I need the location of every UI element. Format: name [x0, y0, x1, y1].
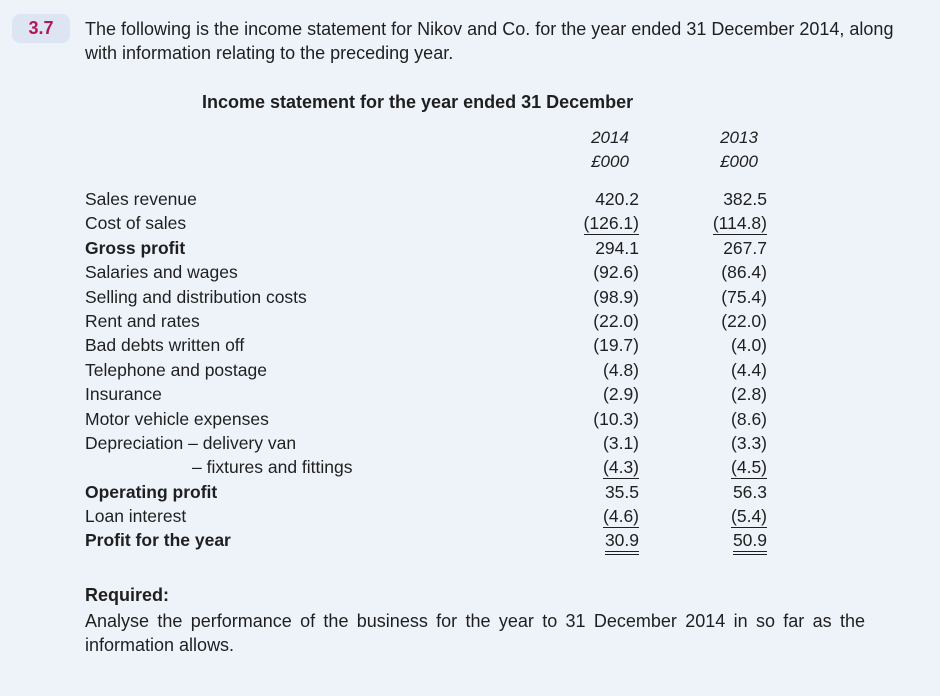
value-2013: (3.3): [731, 432, 767, 453]
required-text: Analyse the performance of the business for the year to 31 December 2014 in so far as the information allows.: [85, 611, 865, 655]
row-label: Operating profit: [85, 481, 218, 502]
value-2013: 267.7: [723, 237, 767, 258]
row-label: – fixtures and fittings: [192, 457, 353, 478]
required-heading: Required:: [85, 585, 170, 605]
row-profit-for-year: [85, 529, 805, 553]
value-2014: (92.6): [593, 262, 639, 283]
value-2013: (4.5): [731, 457, 767, 478]
value-2013: 382.5: [723, 189, 767, 209]
row-motor-vehicle: [85, 408, 805, 432]
statement-title: Income statement for the year ended 31 December: [202, 92, 634, 112]
value-2014: (10.3): [593, 408, 639, 429]
row-label: Cost of sales: [85, 213, 187, 234]
row-label: Loan interest: [85, 506, 187, 527]
row-sales-revenue: [85, 188, 805, 212]
value-2013: (22.0): [721, 310, 767, 331]
value-2013: (5.4): [731, 506, 767, 527]
value-2014: (4.6): [603, 506, 639, 527]
row-label: Selling and distribution costs: [85, 286, 307, 307]
value-2013: (8.6): [731, 408, 767, 429]
value-2014: 294.1: [595, 237, 639, 258]
value-2014: 30.9: [605, 530, 639, 555]
value-2013: (4.4): [731, 359, 767, 380]
value-2014: (2.9): [603, 384, 639, 405]
row-label: Bad debts written off: [85, 335, 245, 356]
value-2014: (4.8): [603, 359, 639, 380]
value-2014: (3.1): [603, 432, 639, 453]
column-year-2014: 2014: [591, 128, 629, 147]
row-telephone-postage: [85, 359, 805, 383]
row-label: Depreciation – delivery van: [85, 432, 297, 453]
row-operating-profit: [85, 481, 805, 505]
row-depreciation-van: [85, 432, 805, 456]
row-label: Motor vehicle expenses: [85, 408, 269, 429]
row-label: Salaries and wages: [85, 262, 238, 283]
row-loan-interest: [85, 505, 805, 529]
value-2014: (19.7): [593, 335, 639, 356]
value-2013: 50.9: [733, 530, 767, 555]
value-2013: (114.8): [712, 213, 767, 234]
row-salaries-and-wages: [85, 261, 805, 285]
statement-rows: [85, 188, 805, 554]
row-selling-distribution: [85, 286, 805, 310]
value-2014: (98.9): [593, 286, 639, 307]
row-label: Rent and rates: [85, 310, 200, 331]
row-label: Gross profit: [85, 237, 186, 258]
row-rent-and-rates: [85, 310, 805, 334]
value-2013: (4.0): [731, 335, 767, 356]
value-2014: (126.1): [583, 213, 639, 234]
row-label: Profit for the year: [85, 530, 231, 551]
column-year-2013: 2013: [720, 128, 758, 147]
row-label: Telephone and postage: [85, 359, 267, 380]
value-2014: (22.0): [593, 310, 639, 331]
value-2013: (86.4): [721, 262, 767, 283]
row-cost-of-sales: [85, 212, 805, 236]
question-number-badge: 3.7: [12, 14, 70, 43]
row-depreciation-fixtures: [85, 456, 805, 480]
value-2014: 35.5: [604, 481, 639, 502]
row-gross-profit: [85, 237, 805, 261]
value-2013: (75.4): [721, 286, 767, 307]
question-intro: The following is the income statement for Nikov and Co. for the year ended 31 December 2014, along with information relating to the preceding year.: [85, 19, 894, 63]
value-2013: 56.3: [732, 481, 767, 502]
row-label: Insurance: [85, 384, 162, 405]
row-bad-debts: [85, 334, 805, 358]
value-2014: 420.2: [595, 189, 639, 209]
value-2013: (2.8): [731, 384, 767, 405]
row-insurance: [85, 383, 805, 407]
value-2014: (4.3): [603, 457, 639, 478]
column-unit-2014: £000: [591, 152, 629, 171]
column-unit-2013: £000: [720, 152, 758, 171]
row-label: Sales revenue: [85, 189, 197, 209]
